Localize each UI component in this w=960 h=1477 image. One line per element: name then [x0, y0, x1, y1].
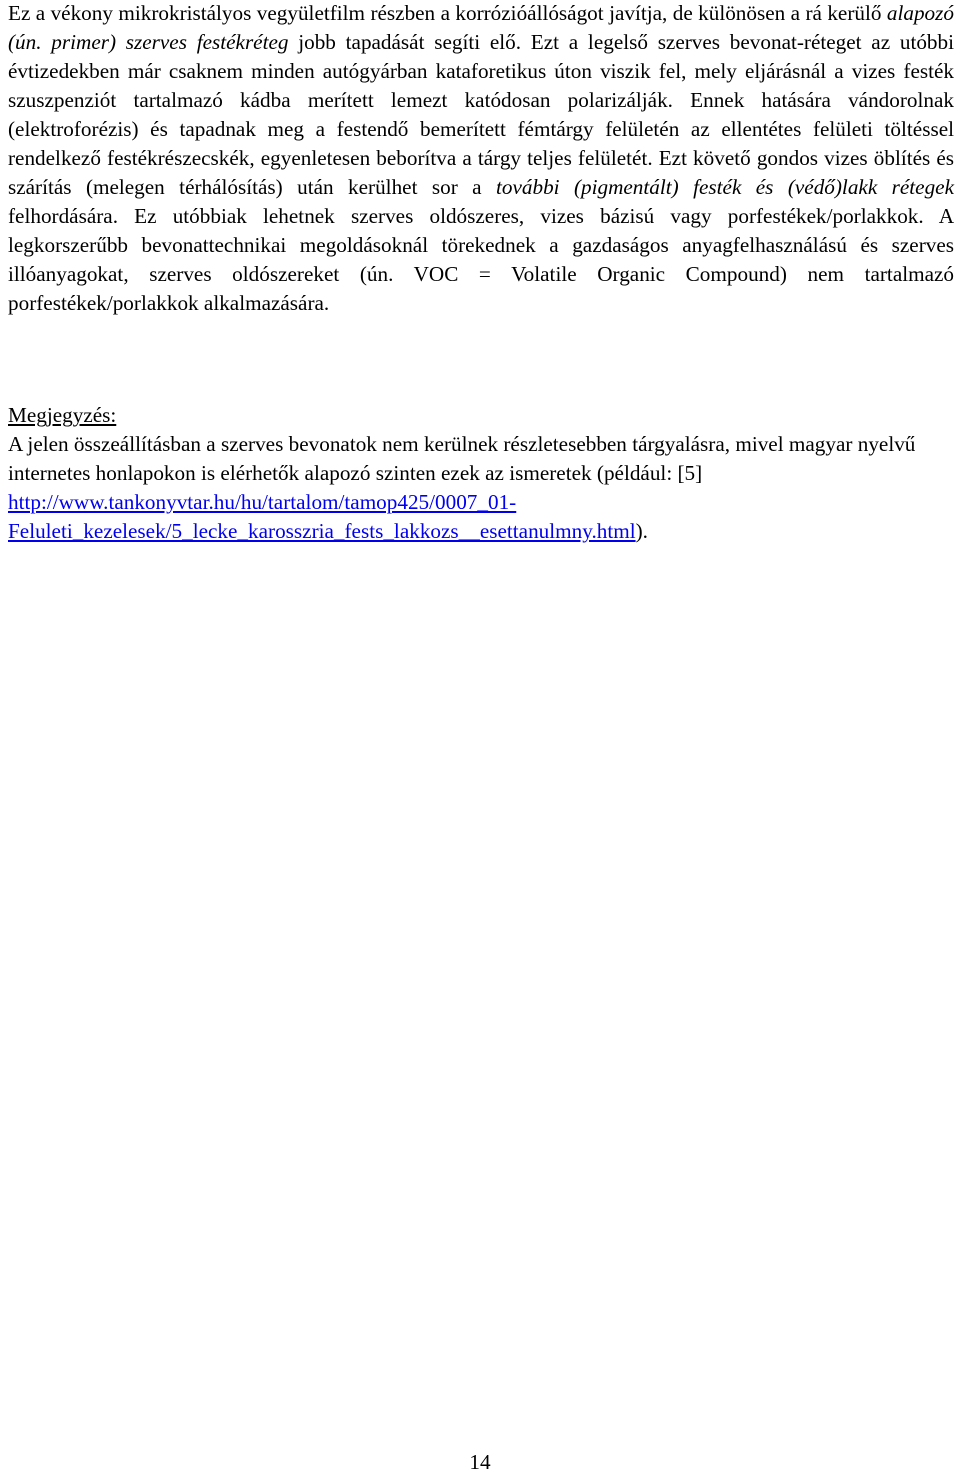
note-text: A jelen összeállításban a szerves bevonatok nem kerülnek részletesebben tárgyalásra, mivel magyar nyelvű internetes honlapokon is elérhetők alapozó szinten ezek az ismeretek (például: [5] [8, 432, 916, 485]
paragraph-text: felhordására. Ez utóbbiak lehetnek szerves oldószeres, vizes bázisú vagy porfestékek/porlakkok. A legkorszerűbb bevonattechnikai megoldásoknál törekednek a gazdaságos anyagfelhasználású és szerves illóanyagokat, szerves oldószereket (ún. VOC = Volatile Organic Compound) nem tartalmazó porfestékek/porlakkok alkalmazására. [8, 204, 954, 315]
paragraph-text: jobb tapadását segíti elő. Ezt a legelső szerves bevonat-réteget az utóbbi évtizedekben már csaknem minden autógyárban kataforetikus úton viszik fel, mely eljárásnál a vizes festék szuszpenziót tartalmazó kádba merített lemezt katódosan polarizálják. Ennek hatására vándorolnak (elektroforézis) és tapadnak meg a festendő bemerített fémtárgy felületén az ellentétes felületi töltéssel rendelkező festékrészecskék, egyenletesen beborítva a tárgy teljes felületét. Ezt követő gondos vizes öblítés és szárítás (melegen térhálósítás) után kerülhet sor a [8, 30, 955, 199]
note-paragraph [8, 430, 954, 546]
note-text-end: ). [635, 519, 648, 543]
reference-link-part1[interactable]: http://www.tankonyvtar.hu/hu/tartalom/tamop425/0007_01- [8, 490, 517, 514]
italic-term: további (pigmentált) festék és (védő)lakk rétegek [496, 175, 954, 199]
reference-link-part2[interactable]: Feluleti_kezelesek/5_lecke_karosszria_fests_lakkozs__esettanulmny.html [8, 519, 636, 543]
page-number: 14 [469, 1450, 491, 1474]
note-heading: Megjegyzés: [8, 403, 117, 427]
paragraph-text: Ez a vékony mikrokristályos vegyületfilm részben a korrózióállóságot javítja, de különösen a rá kerülő [8, 1, 887, 25]
reference-link[interactable] [8, 490, 636, 543]
italic-term: alapozó (ún. primer) szerves festékréteg [8, 1, 954, 54]
body-paragraph [8, 0, 954, 318]
